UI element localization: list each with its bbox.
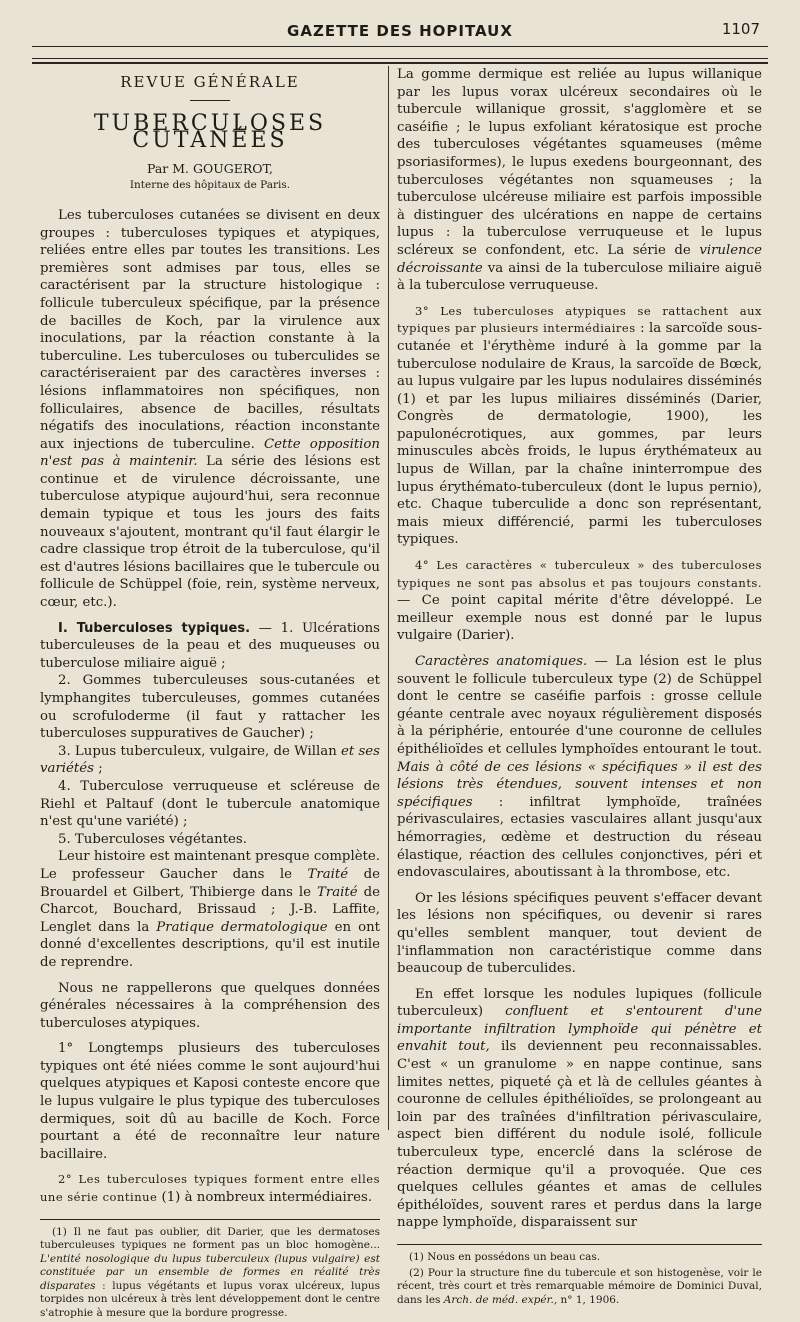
italic-text: Pratique dermatologique: [156, 919, 328, 935]
italic-text: Mais à côté de ces lésions « spécifiques » il est des lésions très étendues, souvent intenses et non spécifiques: [397, 759, 762, 810]
small-caps-text: 4° Les caractères « tuberculeux » des tuberculoses typiques ne sont pas absolus et pas toujours constants.: [397, 558, 762, 590]
text: : lupus végétants et lupus vorax ulcéreux, lupus torpides non ulcéreux à très lent développement dont le centre s'atrophie à mesure que la bordure progresse.: [40, 1279, 380, 1319]
text: — 1. Ulcérations tuberculeuses de la peau et des muqueuses ou tuberculose miliaire aiguë ;: [40, 620, 380, 671]
paragraph: [40, 1171, 380, 1206]
text: (1) à nombreux intermédiaires.: [157, 1190, 373, 1206]
journal-title: GAZETTE DES HOPITAUX: [287, 22, 513, 40]
text: ;: [93, 761, 103, 777]
paragraph: 1° Longtemps plusieurs des tuberculoses typiques ont été niées comme le sont aujourd'hui quelques atypiques et Kaposi conteste encore que le lupus vulgaire le plus typique des tuberculoses dermiques, soit dû au bacille de Koch. Force pourtant a été de reconnaître leur nature bacillaire.: [40, 1041, 380, 1162]
text: 3. Lupus tuberculeux, vulgaire, de Willan: [58, 743, 337, 759]
footnote: (1) Nous en possédons un beau cas.: [409, 1251, 601, 1263]
text: La série des lésions est continue et de virulence décroissante, une tuberculose atypique aujourd'hui, sera reconnue demain typique et tous les jours des faits nouveaux s'ajoutent, montrant qu'il faut élargir le cadre classique trop étroit de la tuberculose, qu'il est d'autres lésions bacillaires que le tubercule ou follicule de Schüppel (foie, rein, système nerveux, cœur, etc.).: [40, 454, 381, 611]
italic-text: Caractères anatomiques.: [415, 654, 588, 669]
footnote-rule: [397, 1244, 762, 1245]
header-rule-double-top: [32, 58, 768, 59]
italic-text: Traité: [317, 884, 358, 900]
text: (2) Pour la structure fine du tubercule et son histogenèse, voir le récent, très court et très remarquable mémoire de Dominici Duval, dans les: [397, 1266, 762, 1306]
italic-text: Traité: [307, 866, 349, 882]
left-column: [40, 66, 380, 1322]
page-number: 1107: [721, 20, 760, 38]
column-divider: [388, 66, 389, 1130]
text: Les tuberculoses cutanées se divisent en deux groupes : tuberculoses typiques et atypiques, reliées entre elles par toutes les transitions. Les premières sont admises par tous, elles se caractérisent par la structure histologique : follicule tuberculeux spécifique, par la présence de bacilles de Koch, par la virulence aux inoculations, par la réaction constante à la tuberculine. Les tuberculoses ou tuberculides se caractériseraient par des caractères inverses : lésions inflammatoires non spécifiques, non folliculaires, absence de bacilles, résultats négatifs des inoculations, réaction inconstante aux injections de tuberculine.: [40, 207, 380, 452]
italic-text: Arch. de méd. expér.,: [443, 1293, 558, 1306]
paragraph: [397, 303, 762, 549]
text: va ainsi de la tuberculose miliaire aiguë à la tuberculose verruqueuse.: [397, 260, 762, 294]
text: de Charcot, Bouchard, Brissaud ; J.-B. Laffite, Lenglet dans la: [40, 884, 381, 935]
list-item: [40, 743, 380, 778]
paragraph: Or les lésions spécifiques peuvent s'effacer devant les lésions non spécifiques, ou devenir si rares qu'elles semblent manquer, tout devient de l'inflammation non caractéristique comme dans beaucoup de tuberculides.: [397, 890, 762, 977]
text: : infiltrat lymphoïde, traînées périvasculaires, ectasies vasculaires allant jusqu'aux hémorragies, œdème et destruction du réseau élastique, réaction des cellules conjonctives, péri et endovasculaires, aboutissant à la thrombose, etc.: [397, 794, 762, 881]
small-caps-text: 2° Les tuberculoses typiques forment entre elles une série continue: [40, 1172, 380, 1205]
header-rule-double-bottom: [32, 62, 768, 64]
italic-text: et ses variétés: [40, 743, 380, 777]
list-item: 5. Tuberculoses végétantes.: [58, 831, 247, 847]
header-rule: [32, 46, 768, 47]
text: en ont donné d'excellentes descriptions, qu'il est inutile de reprendre.: [40, 919, 381, 970]
text: En effet lorsque les nodules lupiques (follicule tuberculeux): [397, 986, 762, 1020]
paragraph: [40, 207, 380, 612]
text: — La lésion est le plus souvent le follicule tuberculeux type (2) de Schüppel dont le centre se caséifie parfois : grosse cellule géante centrale avec noyaux régulièrement disposés à la périphérie, entourée d'une couronne de cellules épithélioïdes et cellules lymphoïdes entourant le tout.: [397, 654, 762, 757]
page-header: [30, 20, 770, 56]
author-byline: Par M. GOUGEROT,: [146, 160, 273, 176]
italic-text: virulence décroissante: [397, 242, 762, 276]
rubric-rule: [190, 100, 230, 101]
small-caps-text: 3° Les tuberculoses atypiques se rattachent aux typiques par plusieurs intermédiaires: [397, 303, 762, 336]
paragraph: [397, 557, 762, 645]
paragraph: Nous ne rappellerons que quelques données générales nécessaires à la compréhension des tuberculoses atypiques.: [40, 980, 380, 1031]
paragraph: [397, 653, 762, 882]
text: n° 1, 1906.: [560, 1293, 620, 1306]
list-item: 4. Tuberculose verruqueuse et scléreuse de Riehl et Paltauf (dont le tubercule anatomique n'est qu'une variété) ;: [40, 778, 380, 830]
article-title: TUBERCULOSES CUTANÉES: [93, 110, 327, 154]
list-item: [40, 620, 380, 673]
text: (1) Il ne faut pas oublier, dit Darier, que les dermatoses tuberculeuses typiques ne forment pas un bloc homogène...: [40, 1225, 380, 1252]
text: de Brouardel et Gilbert, Thibierge dans le: [40, 866, 380, 900]
rubric: REVUE GÉNÉRALE: [120, 73, 300, 91]
section-heading: I. Tuberculoses typiques.: [58, 620, 251, 636]
text: — Ce point capital mérite d'être développé. Le meilleur exemple nous est donné par le lupus vulgaire (Darier).: [397, 593, 762, 644]
text: ils deviennent peu reconnaissables. C'est « un granulome » en nappe continue, sans limites nettes, piqueté çà et là de cellules géantes à couronne de cellules épithélioïdes, se prolongeant au loin par des traînées d'infiltration périvasculaire, aspect bien différent du nodule isolé, follicule tuberculeux type, encerclé dans la sclérose de réaction dermique qu'il a provoquée. Que ces quelques cellules géantes et amas de cellules épithéloïdes, souvent rares et perdus dans la large nappe lymphoïde, disparaissent sur: [397, 1039, 763, 1231]
footnote-rule: [40, 1219, 380, 1220]
italic-text: confluent et s'entourent d'une importante infiltration lymphoïde qui pénètre et envahit tout,: [397, 1004, 762, 1055]
author-affiliation: Interne des hôpitaux de Paris.: [129, 179, 291, 192]
paragraph: [397, 66, 762, 295]
italic-text: Cette opposition n'est pas à maintenir.: [40, 436, 380, 470]
list-item: 2. Gommes tuberculeuses sous-cutanées et lymphangites tuberculeuses, gommes cutanées ou scrofuloderme (il faut y rattacher les tuberculoses suppuratives de Gaucher) ;: [40, 673, 380, 742]
text: : la sarcoïde sous-cutanée et l'érythème induré à la gomme par la tuberculose nodulaire de Kraus, la sarcoïde de Bœck, au lupus vulgaire par les lupus nodulaires disséminés (1) et par les lupus miliaires disséminés (Darier, Congrès de dermatologie, 1900), les papulonécrotiques, aux gommes, par leurs minuscules abcès froids, le lupus érythémateux au lupus de Willan, par la chaîne ininterrompue des lupus érythémato-tuberculeux (dont le lupus pernio), etc. Chaque tuberculide a donc son représentant, mais mieux différencié, parmi les tuberculoses typiques.: [397, 321, 762, 548]
text: La gomme dermique est reliée au lupus willanique par les lupus vorax ulcéreux secondaires où le tubercule willanique grossit, s'agglomère et se caséifie ; le lupus exfoliant kératosique est proche des tuberculoses végétantes squameuses (même psoriasiformes), le lupus exedens bourgeonnant, des tuberculoses végétantes non squameuses ; la tuberculose ulcéreuse miliaire est parfois impossible à distinguer des ulcérations en nappe de certains lupus : la tuberculose verruqueuse et le lupus scléreux se confondent, etc. La série de: [397, 67, 762, 258]
paragraph: [397, 986, 762, 1232]
footnote: [397, 1267, 762, 1308]
italic-text: L'entité nosologique du lupus tuberculeux (lupus vulgaire) est constituée par un ensemble de formes en réalité très disparates: [40, 1252, 380, 1292]
text: Leur histoire est maintenant presque complète. Le professeur Gaucher dans le: [40, 849, 380, 882]
footnote: [40, 1226, 380, 1321]
right-column: [397, 66, 762, 1309]
paragraph: [40, 848, 380, 971]
